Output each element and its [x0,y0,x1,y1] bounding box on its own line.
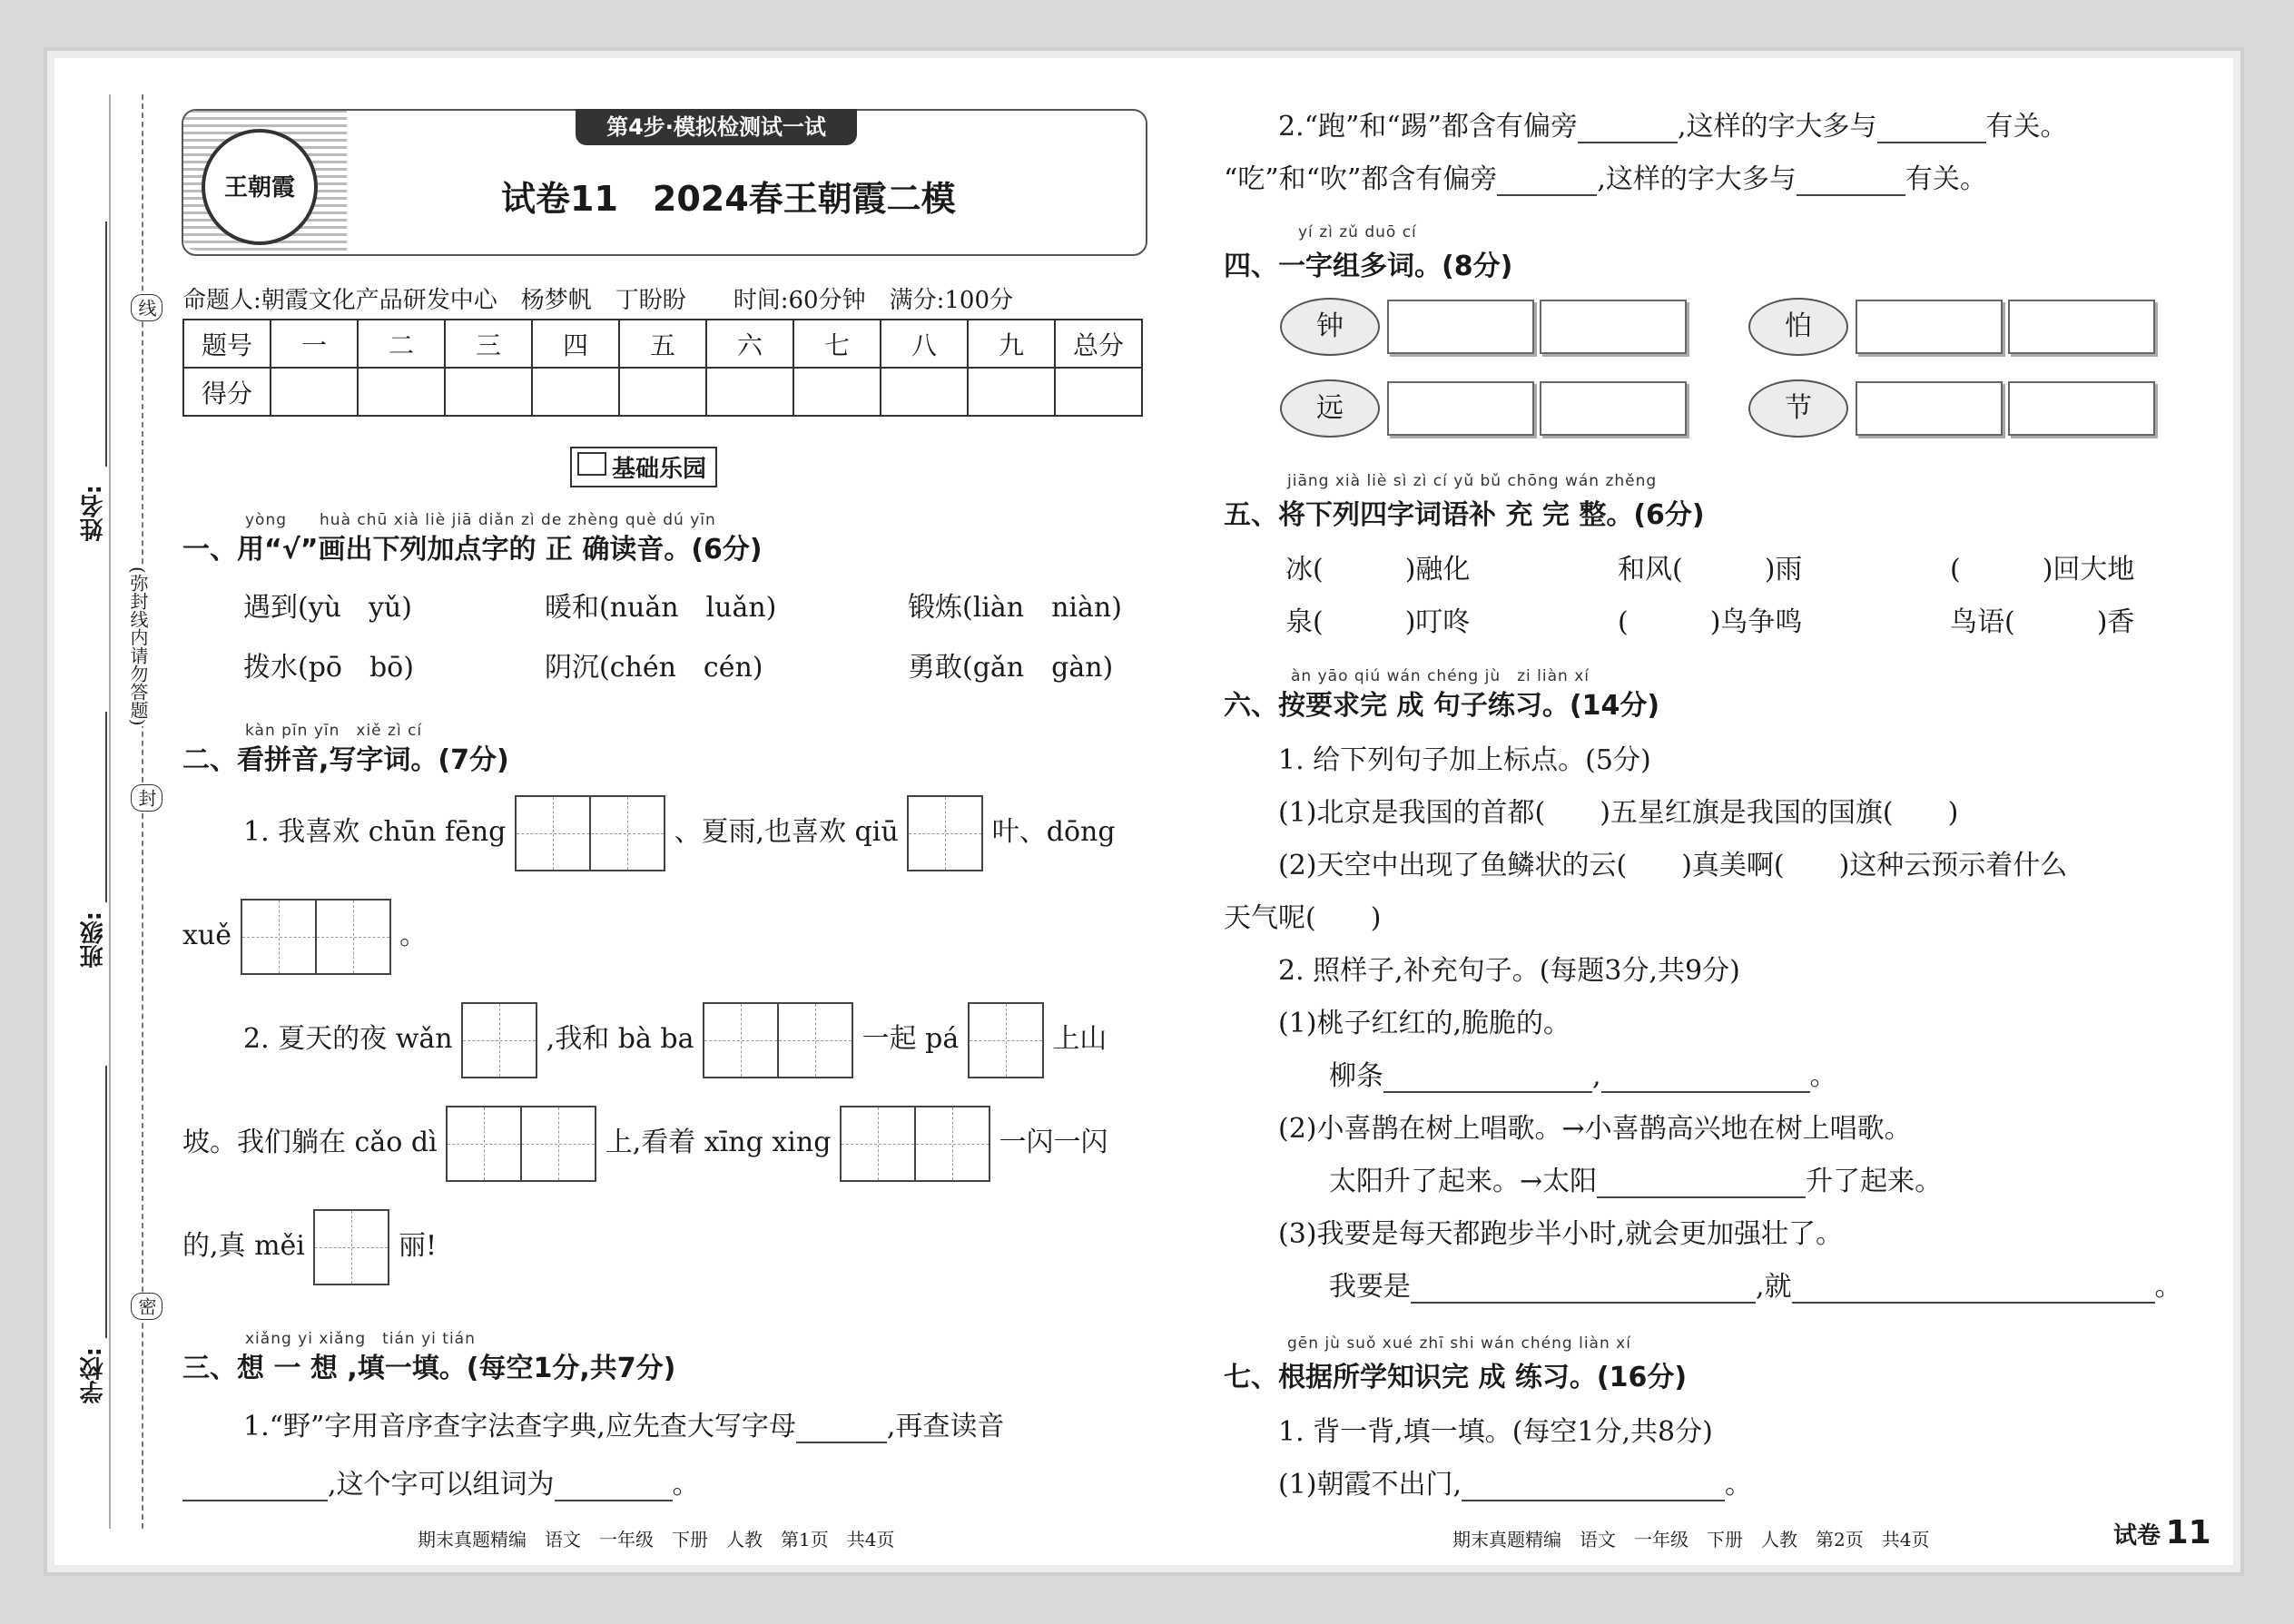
no-answer-note: (弥封线内请勿答题) [125,566,152,726]
score-header-cell: 三 [445,320,532,368]
writing-box[interactable] [907,795,983,871]
q3-line3 [1278,103,2068,143]
word-box[interactable] [1387,300,1534,354]
q5-item[interactable]: 和风( )雨 [1618,554,1803,586]
word-box[interactable] [1387,381,1534,436]
answer-blank[interactable] [1462,1472,1725,1501]
q7-title: 七、根据所学知识完 成 练习。(16分) [1224,1362,1688,1393]
q1-item[interactable]: 暖和(nuǎn luǎn) [545,592,777,624]
q4-char: 钟 [1280,298,1380,356]
score-header-cell: 五 [619,320,706,368]
paper-badge [2113,1514,2211,1551]
class-label: 班级: [80,911,107,969]
writing-box[interactable] [446,1106,522,1182]
q4-pinyin: yí zì zǔ duō cí [1298,223,1417,241]
q5-pinyin: jiāng xià liè sì zì cí yǔ bǔ chōng wán zhěng [1287,472,1658,490]
q2-text: 一闪一闪 [999,1127,1108,1158]
q3-line4 [1224,156,1987,196]
seal-mark-secret: 密 [131,1293,162,1320]
q2-text: 上,看着 xīng xing [605,1127,832,1158]
section-badge [570,447,717,487]
title-banner [182,109,1147,256]
q2-text: 。 [399,920,428,951]
q2-text: 叶、dōng [991,816,1116,848]
score-header-cell: 题号 [183,320,271,368]
q5-item[interactable]: 冰( )融化 [1285,554,1471,586]
q2-line5 [182,1209,437,1285]
name-field[interactable] [105,221,107,467]
score-header-cell: 总分 [1055,320,1142,368]
q6-sub2c-answer [1329,1264,2182,1304]
writing-box[interactable] [515,795,591,871]
q6-text: 柳条 [1329,1060,1383,1092]
q6-text: , [1592,1060,1601,1092]
q6-sub1a[interactable]: (1)北京是我国的首都( )五星红旗是我国的国旗( ) [1278,797,1959,829]
word-box[interactable] [1540,300,1687,354]
word-box[interactable] [1856,300,2003,354]
word-box[interactable] [1856,381,2003,436]
answer-blank[interactable] [1383,1064,1592,1093]
q6-sub1b[interactable]: (2)天空中出现了鱼鳞状的云( )真美啊( )这种云预示着什么 [1278,850,2068,881]
q2-text: 一起 pá [861,1023,960,1055]
q3-line2 [182,1462,700,1501]
answer-blank[interactable] [1877,114,1986,143]
writing-box[interactable] [779,1002,853,1078]
class-field[interactable] [105,712,107,902]
q2-text: 、夏雨,也喜欢 qiū [674,816,899,848]
answer-blank[interactable] [1578,114,1678,143]
q6-sub1c[interactable]: 天气呢( ) [1224,902,1382,934]
q3-pinyin: xiǎng yi xiǎng tián yi tián [245,1330,476,1348]
writing-box[interactable] [840,1106,916,1182]
q6-sub1: 1. 给下列句子加上标点。(5分) [1278,744,1651,776]
score-header-row [183,320,1142,368]
q2-text: 2. 夏天的夜 wǎn [243,1023,453,1055]
q6-sub2: 2. 照样子,补充句子。(每题3分,共9分) [1278,955,1740,987]
q2-text: 1. 我喜欢 chūn fēng [243,816,507,848]
seal-mark-line: 线 [131,294,162,321]
exam-meta: 命题人:朝霞文化产品研发中心 杨梦帆 丁盼盼 时间:60分钟 满分:100分 [182,287,1013,314]
q3-text: 2.“跑”和“踢”都含有偏旁 [1278,111,1578,143]
writing-box[interactable] [591,795,665,871]
q4-row2 [1280,379,1692,438]
q2-line1 [243,795,1116,871]
q6-sub2a-answer [1329,1053,1837,1093]
score-cell[interactable] [358,368,445,416]
answer-blank[interactable] [1411,1275,1756,1304]
q6-pinyin: àn yāo qiú wán chéng jù zi liàn xí [1291,667,1590,685]
q3-text: 有关。 [1905,163,1987,195]
word-box[interactable] [2008,300,2155,354]
q6-sub2c: (3)我要是每天都跑步半小时,就会更加强壮了。 [1278,1218,1844,1250]
score-cell[interactable] [793,368,881,416]
q6-text: 。 [1809,1060,1837,1092]
q4-char: 远 [1280,379,1380,438]
exam-title: 试卷11 2024春王朝霞二模 [501,179,956,219]
exam-sheet [54,58,2233,1565]
score-header-cell: 六 [706,320,793,368]
logo-seal [202,129,318,245]
score-cell[interactable] [1055,368,1142,416]
answer-blank[interactable] [1792,1275,2155,1304]
q7-text: 。 [1725,1469,1753,1501]
score-cell[interactable] [445,368,532,416]
writing-box[interactable] [241,899,317,975]
q2-pinyin: kàn pīn yīn xiě zì cí [245,722,423,740]
q1-item[interactable]: 拨水(pō bō) [243,652,414,684]
q4-char: 节 [1748,379,1848,438]
score-header-cell: 七 [793,320,881,368]
q5-item[interactable]: ( )鸟争鸣 [1618,606,1803,638]
q1-item[interactable]: 锻炼(liàn niàn) [908,592,1122,624]
score-cell[interactable] [968,368,1055,416]
writing-box[interactable] [461,1002,537,1078]
q4-title: 四、一字组多词。(8分) [1224,251,1513,282]
q5-item[interactable]: ( )回大地 [1950,554,2135,586]
q4-char: 怕 [1748,298,1848,356]
paper-badge-number: 11 [2165,1514,2211,1551]
q4-row1b [1748,298,2161,356]
paper-badge-label: 试卷 [2113,1522,2161,1550]
score-header-cell: 二 [358,320,445,368]
binding-line [109,94,111,1529]
left-footer: 期末真题精编 语文 一年级 下册 人教 第1页 共4页 [418,1529,895,1550]
q3-text: 1.“野”字用音序查字法查字典,应先查大写字母 [243,1411,796,1442]
answer-blank[interactable] [555,1472,673,1501]
q3-text: 。 [672,1469,700,1501]
score-header-cell: 四 [532,320,619,368]
section-badge-label: 基础乐园 [612,456,707,483]
q2-text: 的,真 měi [182,1230,305,1262]
q7-text: (1)朝霞不出门, [1278,1469,1462,1501]
score-row-label: 得分 [183,368,271,416]
score-header-cell: 一 [271,320,358,368]
q2-text: 丽! [398,1230,438,1262]
q1-item[interactable]: 阴沉(chén cén) [545,652,763,684]
q2-title: 二、看拼音,写字词。(7分) [182,744,509,776]
q1-item[interactable]: 勇敢(gǎn gàn) [908,652,1114,684]
q4-row2b [1748,379,2161,438]
q6-text: 升了起来。 [1806,1166,1943,1197]
writing-box[interactable] [916,1106,990,1182]
q5-title: 五、将下列四字词语补 充 完 整。(6分) [1224,499,1705,531]
answer-blank[interactable] [1597,1169,1806,1198]
score-header-cell: 八 [881,320,968,368]
q2-line2 [182,899,427,975]
q7-pinyin: gēn jù suǒ xué zhī shi wán chéng liàn xí [1287,1334,1631,1353]
score-cell[interactable] [619,368,706,416]
school-label: 学校: [80,1347,107,1404]
q3-text: ,这样的字大多与 [1597,163,1797,195]
q4-row1 [1280,298,1692,356]
q2-line4 [182,1106,1108,1182]
q3-text: ,这个字可以组词为 [328,1469,555,1501]
q2-text: 上山 [1052,1023,1108,1055]
q6-sub2b: (2)小喜鹊在树上唱歌。→小喜鹊高兴地在树上唱歌。 [1278,1113,1912,1145]
q2-text: 坡。我们躺在 cǎo dì [182,1127,438,1158]
q6-title: 六、按要求完 成 句子练习。(14分) [1224,690,1660,722]
q1-item[interactable]: 遇到(yù yǔ) [243,592,412,624]
word-box[interactable] [1540,381,1687,436]
book-icon [577,452,606,476]
q5-item[interactable]: 鸟语( )香 [1950,606,2135,638]
q6-text: 太阳升了起来。→太阳 [1329,1166,1598,1197]
q6-sub2b-answer [1329,1158,1942,1198]
q3-text: “吃”和“吹”都含有偏旁 [1224,163,1498,195]
q3-text: 有关。 [1985,111,2068,143]
right-footer: 期末真题精编 语文 一年级 下册 人教 第2页 共4页 [1452,1529,1930,1550]
q1-title: 一、用“√”画出下列加点字的 正 确读音。(6分) [182,534,763,566]
score-table [182,319,1143,417]
q5-item[interactable]: 泉( )叮咚 [1285,606,1471,638]
score-cell[interactable] [271,368,358,416]
name-label: 姓名: [80,485,107,542]
answer-blank[interactable] [182,1472,328,1501]
writing-box[interactable] [317,899,391,975]
score-cell[interactable] [881,368,968,416]
q7-sub1a [1278,1462,1752,1501]
writing-box[interactable] [968,1002,1044,1078]
answer-blank[interactable] [796,1414,887,1443]
q6-sub2a: (1)桃子红红的,脆脆的。 [1278,1008,1571,1039]
q2-line3 [243,1002,1107,1078]
step-tab: 第4步·模拟检测试一试 [576,109,857,145]
score-cell[interactable] [532,368,619,416]
q3-line1 [243,1403,1004,1443]
answer-blank[interactable] [1601,1064,1810,1093]
q7-sub1: 1. 背一背,填一填。(每空1分,共8分) [1278,1416,1713,1448]
answer-blank[interactable] [1497,167,1597,196]
q1-pinyin: yòng huà chū xià liè jiā diǎn zì de zhèng què dú yīn [245,511,716,529]
q3-text: ,这样的字大多与 [1677,111,1877,143]
q3-text: ,再查读音 [886,1411,1005,1442]
answer-blank[interactable] [1797,167,1905,196]
score-cell[interactable] [706,368,793,416]
q6-text: 我要是 [1329,1271,1411,1303]
q2-text: xuě [182,920,231,951]
q2-text: ,我和 bà ba [546,1023,694,1055]
logo-text: 王朝霞 [223,174,295,202]
school-field[interactable] [105,1066,107,1338]
q6-text: 。 [2154,1271,2182,1303]
score-value-row [183,368,1142,416]
score-header-cell: 九 [968,320,1055,368]
writing-box[interactable] [313,1209,389,1285]
writing-box[interactable] [703,1002,779,1078]
word-box[interactable] [2008,381,2155,436]
seal-mark-seal: 封 [131,784,162,812]
writing-box[interactable] [522,1106,596,1182]
q6-text: ,就 [1756,1271,1792,1303]
q3-title: 三、想 一 想 ,填一填。(每空1分,共7分) [182,1353,676,1384]
